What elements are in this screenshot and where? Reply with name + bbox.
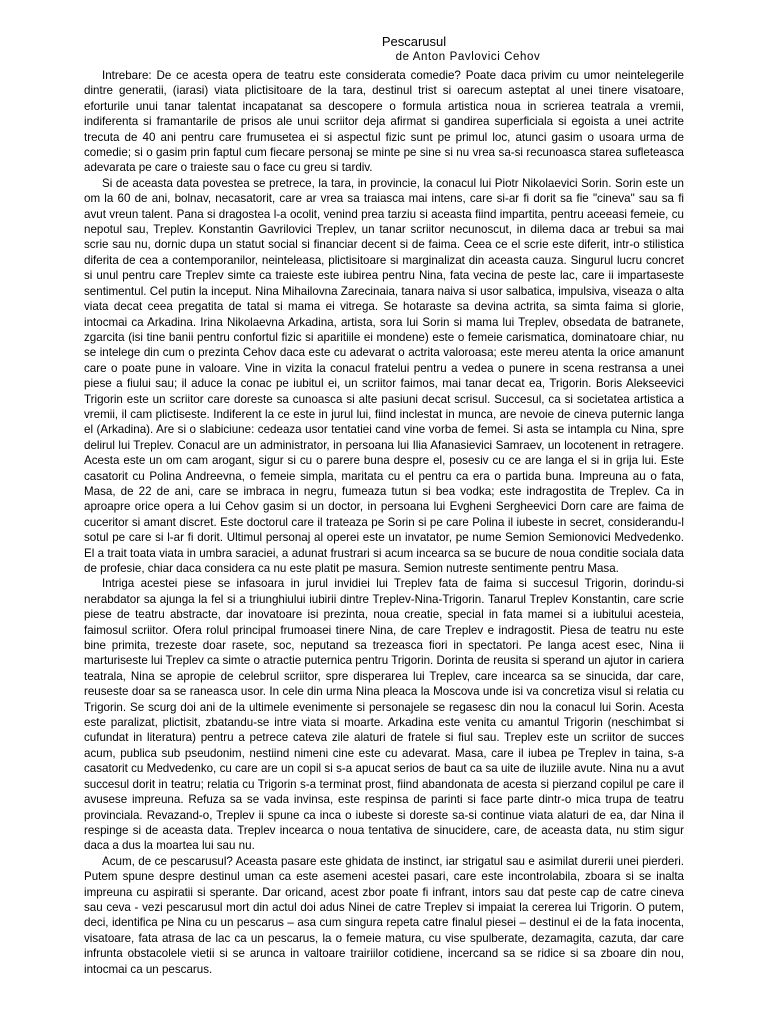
paragraph-characters: Si de aceasta data povestea se pretrece, la tara, in provincie, la conacul lui Piotr Nikolaevici Sorin. Sorin este un om la 60 de ani, bolnav, necasatorit, care ar vrea sa traiasca mai intens, care si-ar fi dorit sa fie "cineva" sau sa fi avut vreun talent. Pana si dragostea l-a ocolit, venind prea tarziu si aceasta fiind impartita, pentru aceeasi femeie, cu nepotul sau, Treplev. Konstantin Gavrilovici Treplev, un tanar scriitor necunoscut, in dilema daca ar trebui sa mai scrie sau nu, dornic dupa un statut social si financiar decent si de faima. Ceea ce el scrie este diferit, intr-o stilistica diferita de cea a contemporanilor, neinteleasa, plictisitoare si marginalizat din aceasta cauza. Singurul lucru concret si unul pentru care Treplev simte ca traieste este iubirea pentru Nina, fata vecina de peste lac, care ii impartaseste sentimentul. Cel putin la inceput. Nina Mihailovna Zarecinaia, tanara naiva si usor salbatica, impulsiva, viseaza o alta viata decat ceea pregatita de tatal si mama ei vitrega. Se hotaraste sa devina actrita, sa simta faima si glorie, intocmai ca Arkadina. Irina Nikolaevna Arkadina, artista, sora lui Sorin si mama lui Treplev, obsedata de batranete, zgarcita (isi tine banii pentru confortul fizic si aparitiile ei mondene) este o femeie carismatica, dominatoare chiar, nu se intelege din cum o prezinta Cehov daca este cu adevarat o actrita valoroasa; este mereu atenta la orice amanunt care o poate pune in valoare. Vine in vizita la conacul fratelui pentru a vedea o punere in scena restransa a unei piese a fiului sau; il aduce la conac pe iubitul ei, un scriitor faimos, mai tanar decat ea, Trigorin. Boris Alekseevici Trigorin este un scriitor care doreste sa cunoasca si alte pasiuni decat scrisul. Succesul, ca si societatea artistica a vremii, il cam plictiseste. Indiferent la ce este in jurul lui, fiind inclestat in munca, are nevoie de cineva puternic langa el (Arkadina). Are si o slabiciune: cedeaza usor tentatiei cand vine vorba de femei. Si asta se intampla cu Nina, spre delirul lui Treplev. Conacul are un administrator, in persoana lui Ilia Afanasievici Samraev, un locotenent in retragere. Acesta este un om cam arogant, sigur si cu o parere buna despre el, posesiv cu ce are langa el si in grija lui. Este casatorit cu Polina Andreevna, o femeie simpla, maritata cu el pentru ca era o partida buna. Impreuna au o fata, Masa, de 22 de ani, care se imbraca in negru, fumeaza tutun si bea vodka; este indragostita de Treplev. Ca in aproapre orice opera a lui Cehov gasim si un doctor, in persoana lui Evgheni Sergheevici Dorn care are faima de cuceritor si amant discret. Este doctorul care il trateaza pe Sorin si pe care Polina il iubeste in secret, considerandu-l sotul pe care si l-ar fi dorit. Ultimul personaj al operei este un invatator, pe nume Semion Semionovici Medvedenko. El a trait toata viata in umbra saraciei, a adunat frustrari si acum incearca sa se bucure de noua conditie sociala data de profesie, chiar daca considera ca nu este platit pe masura. Semion nutreste sentimente pentru Masa. [84, 176, 684, 575]
document-subtitle: de Anton Pavlovici Cehov [395, 51, 541, 63]
paragraph-intro-question: Intrebare: De ce acesta opera de teatru este considerata comedie? Poate daca privim cu umor neintelegerile dintre generatii, (iarasi) viata plictisitoare de la tara, destinul trist si oarecum asteptat al unei tinere visatoare, eforturile unui tanar talentat incapatanat sa descopere o formula artistica noua in scrierea teatrala a vremii, indiferenta si framantarile de prisos ale unui scriitor deja afirmat si gandirea superficiala si egoista a unei actrite trecuta de 40 ani pentru care frumusetea ei si aspectul fizic sunt pe primul loc, atunci gasim o usoara urma de comedie; si o gasim prin faptul cum fiecare personaj se minte pe sine si nu vrea sa-si recunoasca starea sufleteasca adevarata pe care o traieste sau o face cu greu si tardiv. [84, 69, 684, 175]
paragraph-plot: Intriga acestei piese se infasoara in jurul invidiei lui Treplev fata de faima si succesul Trigorin, dorindu-si nerabdator sa ajunga la fel si a triunghiului iubirii dintre Treplev-Nina-Trigorin. Tanarul Treplev Konstantin, care scrie piese de teatru abstracte, dar inovatoare isi prezinta, noua creatie, special in fata mamei si a iubitului acesteia, faimosul scriitor. Ofera rolul principal frumoasei tinere Nina, de care Treplev e indragostit. Piesa de teatru nu este bine primita, trezeste doar rasete, soc, neputand sa trezeasca fiori in spectatori. Pe langa acest esec, Nina ii marturiseste lui Treplev ca simte o atractie puternica pentru Trigorin. Dorinta de reusita si sperand un ajutor in cariera teatrala, Nina se apropie de celebrul scriitor, spre disperarea lui Treplev, care incearca sa se sinucida, dar care, reuseste doar sa se raneasca usor. In cele din urma Nina pleaca la Moscova unde isi va concretiza visul si relatia cu Trigorin. Se scurg doi ani de la ultimele evenimente si personajele se regasesc din nou la conacul lui Sorin. Acesta este paralizat, plictisit, zbatandu-se intre viata si moarte. Arkadina este venita cu amantul Trigorin (neschimbat si cufundat in literatura) pentru a petrece cateva zile alaturi de fratele si fiul sau. Treplev este un scriitor de succes acum, publica sub pseudonim, nestiind nimeni cine este cu adevarat. Masa, care il iubea pe Treplev in taina, s-a casatorit cu Medvedenko, cu care are un copil si s-a apucat serios de baut ca sa uite de iluziile avute. Nina nu a avut succesul dorit in teatru; relatia cu Trigorin s-a terminat prost, fiind abandonata de acesta si pierzand copilul pe care il avusese impreuna. Refuza sa se vada invinsa, este respinsa de parinti si face parte dintr-o mica trupa de teatru provinciala. Revazand-o, Treplev ii spune ca inca o iubeste si doreste sa-si continue viata alaturi de ea, dar Nina il respinge si de aceasta data. Treplev incearca o noua tentativa de sinucidere, care, de aceasta data, nu stim sigur daca a dus la moartea lui sau nu. [84, 577, 684, 853]
paragraph-seagull-meaning: Acum, de ce pescarusul? Aceasta pasare este ghidata de instinct, iar strigatul sau e asimilat durerii unei pierderi. Putem spune despre destinul uman ca este asemeni acestei pasari, care este incontrolabila, zboara si se inalta impreuna cu aspiratii si sperante. Dar oricand, acest zbor poate fi infrant, intors sau dat peste cap de catre cineva sau ceva - vezi pescarusul mort din actul doi adus Ninei de catre Treplev si impaiat la cererea lui Trigorin. O putem, deci, identifica pe Nina cu un pescarus – asa cum singura repeta catre finalul piesei – destinul ei de la fata inocenta, visatoare, fata atrasa de lac ca un pescarus, la o femeie matura, cu vise spulberate, dezamagita, cazuta, dar care infrunta obstacolele vietii si se arunca in valtoare trairiilor cotidiene, incercand sa se ridice si sa zboare din nou, intocmai ca un pescarus. [84, 854, 684, 976]
document-title: Pescarusul [381, 34, 447, 49]
document-page [84, 34, 684, 977]
